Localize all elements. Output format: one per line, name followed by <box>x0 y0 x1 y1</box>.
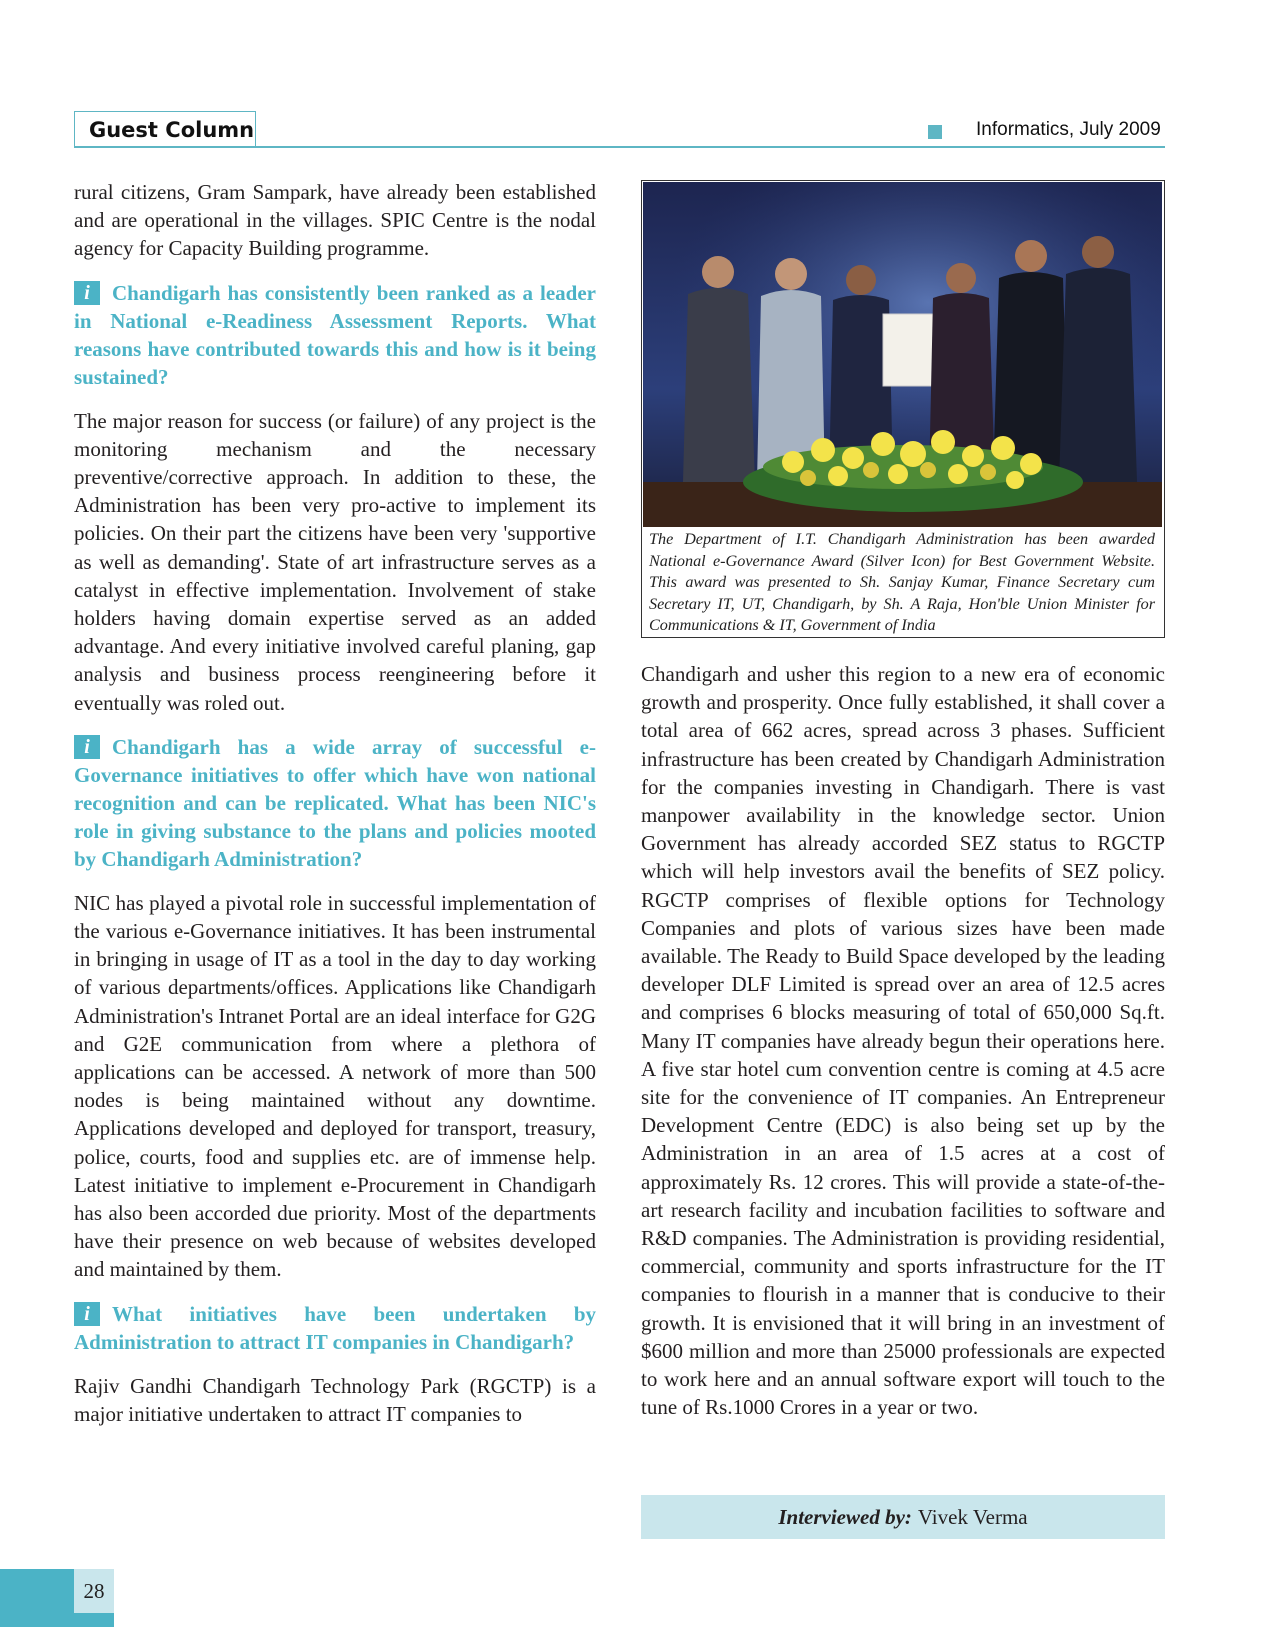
right-column <box>641 660 1165 1421</box>
issue-marker-square <box>928 125 942 139</box>
footer-accent-strip <box>74 1613 114 1627</box>
interview-question <box>74 279 596 391</box>
footer-accent-block <box>0 1569 74 1627</box>
question-text: What initiatives have been undertaken by Administration to attract IT companies in Chandigarh? <box>74 1301 596 1354</box>
paragraph: Rajiv Gandhi Chandigarh Technology Park (RGCTP) is a major initiative undertaken to attract IT companies to <box>74 1373 596 1426</box>
page-number: 28 <box>74 1569 114 1613</box>
issue-label: Informatics, July 2009 <box>976 119 1161 140</box>
interviewer-name: Vivek Verma <box>917 1504 1028 1529</box>
photo-figure <box>641 180 1165 638</box>
left-column <box>74 178 596 1428</box>
photo-caption: The Department of I.T. Chandigarh Administration has been awarded National e-Governance Award (Silver Icon) for Best Government Website. This award was presented to Sh. Sanjay Kumar, Finance Secretary cum Secretary IT, UT, Chandigarh, by Sh. A Raja, Hon'ble Union Minister for Communications & IT, Government of India <box>649 530 1155 634</box>
paragraph: rural citizens, Gram Sampark, have already been established and are operational in the villages. SPIC Centre is the nodal agency for Capacity Building programme. <box>74 180 596 261</box>
question-text: Chandigarh has a wide array of successful e-Governance initiatives to offer which have won national recognition and can be replicated. What has been NIC's role in giving substance to the plans and policies mooted by Chandigarh Administration? <box>74 734 596 871</box>
header-rule <box>74 146 1165 148</box>
info-icon: i <box>74 735 100 759</box>
info-icon: i <box>74 1302 100 1326</box>
section-title: Guest Column <box>74 111 256 147</box>
question-text: Chandigarh has consistently been ranked as a leader in National e-Readiness Assessment Reports. What reasons have contributed towards this and how is it being sustained? <box>74 280 596 389</box>
paragraph: Chandigarh and usher this region to a new era of economic growth and prosperity. Once fully established, it shall cover a total area of 662 acres, spread across 3 phases. Sufficient infrastructure has been created by Chandigarh Administration for the companies investing in Chandigarh. There is vast manpower availability in the knowledge sector. Union Government has already accorded SEZ status to RGCTP which will help investors avail the benefits of SEZ policy. RGCTP comprises of flexible options for Technology Companies and plots of various sizes have been made available. The Ready to Build Space developed by the leading developer DLF Limited is spread over an area of 12.5 acres and comprises 6 blocks measuring of total of 650,000 Sq.ft. Many IT companies have already begun their operations here. A five star hotel cum convention centre is coming at 4.5 acre site for the convenience of IT companies. An Entrepreneur Development Centre (EDC) is also being set up by the Administration in an area of 1.5 acres at a cost of approximately Rs. 12 crores. This will provide a state-of-the-art research facility and incubation facilities to software and R&D companies. The Administration is providing residential, commercial, community and sports infrastructure for the IT companies to flourish in a manner that is conducive to their growth. It is envisioned that it will bring in an investment of $600 million and more than 25000 professionals are expected to work here and an annual software export will touch to the tune of Rs.1000 Crores in a year or two. <box>641 662 1165 1420</box>
info-icon: i <box>74 281 100 305</box>
paragraph: NIC has played a pivotal role in successful implementation of the various e-Governance initiatives. It has been instrumental in bringing in usage of IT as a tool in the day to day working of various departments/offices. Applications like Chandigarh Administration's Intranet Portal are an ideal interface for G2G and G2E communication from where a plethora of applications can be accessed. A network of more than 500 nodes is being maintained without any downtime. Applications developed and deployed for transport, treasury, police, courts, food and supplies etc. are of immense help. Latest initiative to implement e-Procurement in Chandigarh has also been accorded due priority. Most of the departments have their presence on web because of websites developed and maintained by them. <box>74 890 596 1282</box>
interviewer-label: Interviewed by: <box>778 1504 912 1529</box>
interview-question <box>74 1300 596 1356</box>
award-ceremony-photo <box>643 182 1162 527</box>
paragraph: The major reason for success (or failure) of any project is the monitoring mechanism and the necessary preventive/corrective approach. In addition to these, the Administration has been very pro-active to implement its policies. On their part the citizens have been very 'supportive as well as demanding'. State of art infrastructure serves as a catalyst in effective implementation. Involvement of stake holders having domain expertise served as an added advantage. And every initiative involved careful planing, gap analysis and business process reengineering before it eventually was roled out. <box>74 408 596 715</box>
interview-question <box>74 733 596 873</box>
interviewer-credit <box>641 1495 1165 1539</box>
